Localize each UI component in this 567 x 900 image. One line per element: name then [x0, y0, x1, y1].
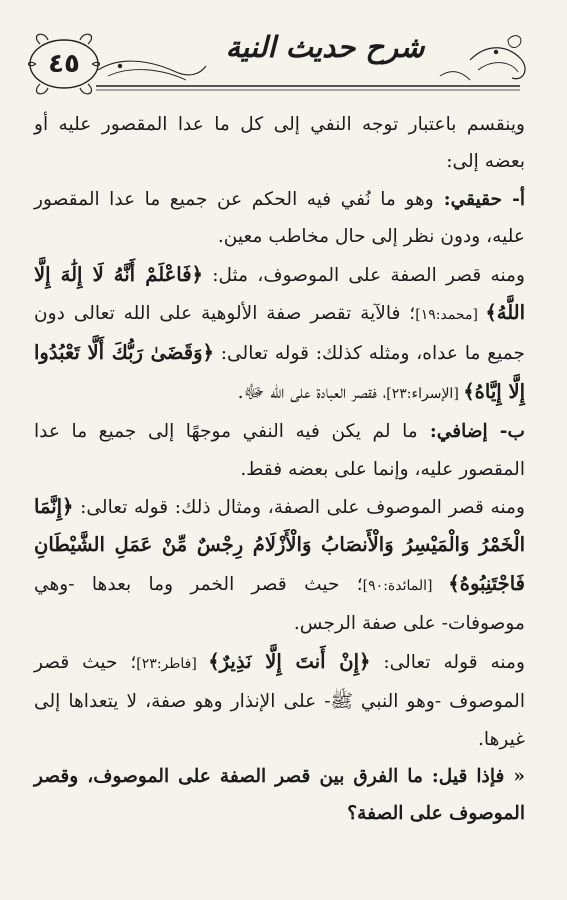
text-run: ؛ حيث قصر الخمر وما بعدها -وهي موصوفات- على صفة الرجس. — [34, 573, 525, 635]
bold-term: أ- حقيقي: — [433, 188, 526, 210]
text-run: ؛ حيث قصر الموصوف -وهو النبي ﷺ- على الإنذار وهو صفة، لا يتعداها إلى غيرها. — [34, 651, 525, 750]
bold-term: « فإذا قيل: ما الفرق بين قصر الصفة على الموصوف، وقصر الموصوف على الصفة؟ — [34, 765, 525, 825]
paragraph — [34, 643, 541, 758]
quran-verse: ﴿وَقَضَىٰ رَبُّكَ أَلَّا تَعْبُدُوا إِلَّا إِيَّاهُ﴾ — [34, 341, 525, 403]
text-run: ومنه قصر الصفة على الموصوف، مثل: — [202, 264, 525, 286]
text-run: ؛ فالآية تقصر صفة الألوهية على الله تعالى دون جميع ما عداه، ومثله كذلك: قوله تعالى: — [34, 303, 525, 365]
paragraph — [34, 488, 541, 643]
quran-verse: ﴿فَاعْلَمْ أَنَّهُ لَا إِلَٰهَ إِلَّا اللَّهُ﴾ — [34, 262, 526, 325]
text-run: ما لم يكن فيه النفي موجهًا إلى جميع ما عدا المقصور عليه، وإنما على بعضه فقط. — [34, 421, 525, 480]
text-run: ، فقصر العبادة على الله ﷻ. — [237, 381, 387, 403]
page-header — [0, 0, 567, 100]
quran-verse: ﴿إِنْ أَنتَ إِلَّا نَذِيرٌ﴾ — [208, 649, 371, 673]
page-number: ٤٥ — [48, 49, 80, 79]
text-run: ومنه قوله تعالى: — [370, 651, 525, 673]
text-run: وهو ما نُفي فيه الحكم عن جميع ما عدا المقصور عليه، ودون نظر إلى حال مخاطب معين. — [34, 188, 525, 248]
paragraph — [34, 758, 541, 833]
verse-reference: [الإسراء:٢٣] — [386, 385, 464, 402]
paragraph — [34, 181, 541, 256]
verse-reference: [المائدة:٩٠] — [362, 577, 449, 594]
quran-verse: ﴿إِنَّمَا الْخَمْرُ وَالْمَيْسِرُ وَالْأَنصَابُ وَالْأَزْلَامُ رِجْسٌ مِّنْ عَمَلِ الشَّيْطَانِ فَاجْتَنِبُوهُ﴾ — [34, 495, 525, 595]
verse-reference: [فاطر:٢٣] — [136, 655, 209, 672]
verse-reference: [محمد:١٩] — [415, 307, 486, 324]
paragraph — [34, 413, 541, 488]
paragraph — [34, 106, 541, 181]
text-run: ومنه قصر الموصوف على الصفة، ومثال ذلك: قوله تعالى: — [73, 497, 525, 519]
body-text — [34, 106, 541, 833]
running-title: شرح حديث النية — [225, 30, 425, 64]
bold-term: ب- إضافي: — [417, 421, 525, 443]
text-run: وينقسم باعتبار توجه النفي إلى كل ما عدا المقصور عليه أو بعضه إلى: — [34, 114, 525, 173]
paragraph — [34, 256, 541, 414]
